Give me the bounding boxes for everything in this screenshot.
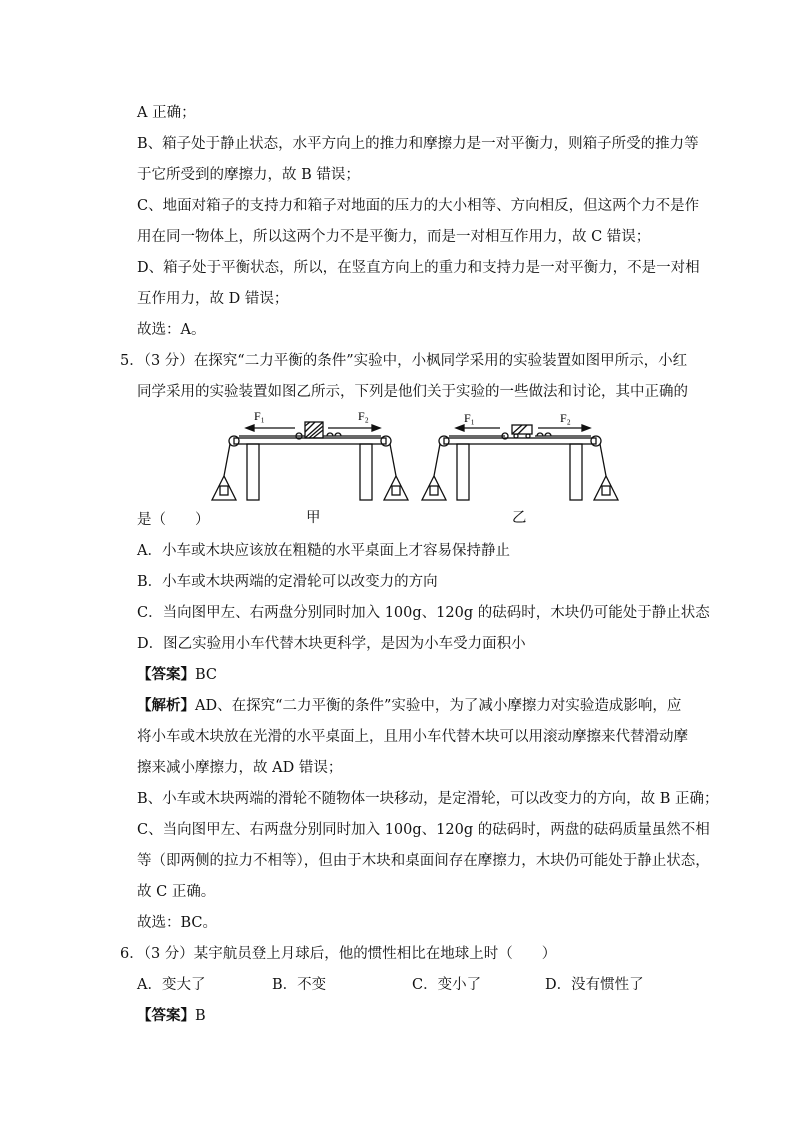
prev-b-line-1: B、箱子处于静止状态，水平方向上的推力和摩擦力是一对平衡力，则箱子所受的推力等 [137,136,699,152]
figure-yi [422,425,618,500]
prev-d-line-2: 互作用力，故 D 错误； [137,291,289,307]
q6-answer [137,1006,206,1026]
q5-stem-line-1: 5．（3 分）在探究“二力平衡的条件”实验中，小枫同学采用的实验装置如图甲所示，小红 [120,353,688,369]
fig-yi-f1: F₁ [464,411,475,425]
q5-option-a: A．小车或木块应该放在粗糙的水平桌面上才容易保持静止 [137,543,510,559]
q5-stem-line-3: 是（ ） [137,512,210,528]
q5-analysis-line-1 [137,696,681,716]
q6-option-c: C．变小了 [412,977,482,993]
q5-answer [137,665,217,685]
fig-caption-jia: 甲 [306,510,321,526]
q6-options-row [0,975,794,995]
q6-answer-label: 【答案】 [137,1007,195,1024]
q5-analysis-line-3: 擦来减小摩擦力，故 AD 错误； [137,760,343,776]
prev-a-line: A 正确； [137,105,196,121]
q5-analysis-text-1: AD、在探究“二力平衡的条件”实验中，为了减小摩擦力对实验造成影响，应 [195,698,682,714]
q6-stem: 6．（3 分）某宇航员登上月球后，他的惯性相比在地球上时（ ） [120,946,557,962]
q5-choice: 故选：BC。 [137,915,218,931]
q5-option-d: D．图乙实验用小车代替木块更科学，是因为小车受力面积小 [137,636,526,652]
q6-option-a: A．变大了 [137,977,206,993]
q5-analysis-line-2: 将小车或木块放在光滑的水平桌面上，且用小车代替木块可以用滚动摩擦来代替滑动摩 [137,729,688,745]
fig-caption-yi: 乙 [512,510,527,526]
q5-analysis-line-5: C、当向图甲左、右两盘分别同时加入 100g、120g 的砝码时，两盘的砝码质量虽然不相 [137,822,710,838]
prev-c-line-1: C、地面对箱子的支持力和箱子对地面的压力的大小相等、方向相反，但这两个力不是作 [137,198,700,214]
q5-analysis-label: 【解析】 [137,697,195,714]
q5-apparatus-figure [210,408,620,528]
q5-option-c: C．当向图甲左、右两盘分别同时加入 100g、120g 的砝码时，木块仍可能处于静止状态 [137,605,710,621]
q6-answer-value: B [195,1008,206,1024]
fig-yi-f2: F₂ [560,411,571,425]
prev-choice: 故选：A。 [137,322,206,338]
prev-c-line-2: 用在同一物体上，所以这两个力不是平衡力，而是一对相互作用力，故 C 错误； [137,229,651,245]
figure-jia [212,422,408,500]
q5-analysis-line-7: 故 C 正确。 [137,884,216,900]
q6-option-d: D．没有惯性了 [545,977,644,993]
prev-b-line-2: 于它所受到的摩擦力，故 B 错误； [137,167,360,183]
fig-jia-f1: F₁ [254,409,265,423]
q5-answer-label: 【答案】 [137,666,195,683]
fig-jia-f2: F₂ [358,409,369,423]
q5-option-b: B．小车或木块两端的定滑轮可以改变力的方向 [137,574,438,590]
prev-d-line-1: D、箱子处于平衡状态，所以，在竖直方向上的重力和支持力是一对平衡力，不是一对相 [137,260,700,276]
q5-stem-line-2: 同学采用的实验装置如图乙所示，下列是他们关于实验的一些做法和讨论，其中正确的 [137,384,688,400]
q5-analysis-line-6: 等（即两侧的拉力不相等），但由于木块和桌面间存在摩擦力，木块仍可能处于静止状态， [137,853,710,869]
q6-option-b: B．不变 [272,977,327,993]
q5-analysis-line-4: B、小车或木块两端的滑轮不随物体一块移动，是定滑轮，可以改变力的方向，故 B 正确； [137,791,719,807]
q5-answer-value: BC [195,667,218,683]
